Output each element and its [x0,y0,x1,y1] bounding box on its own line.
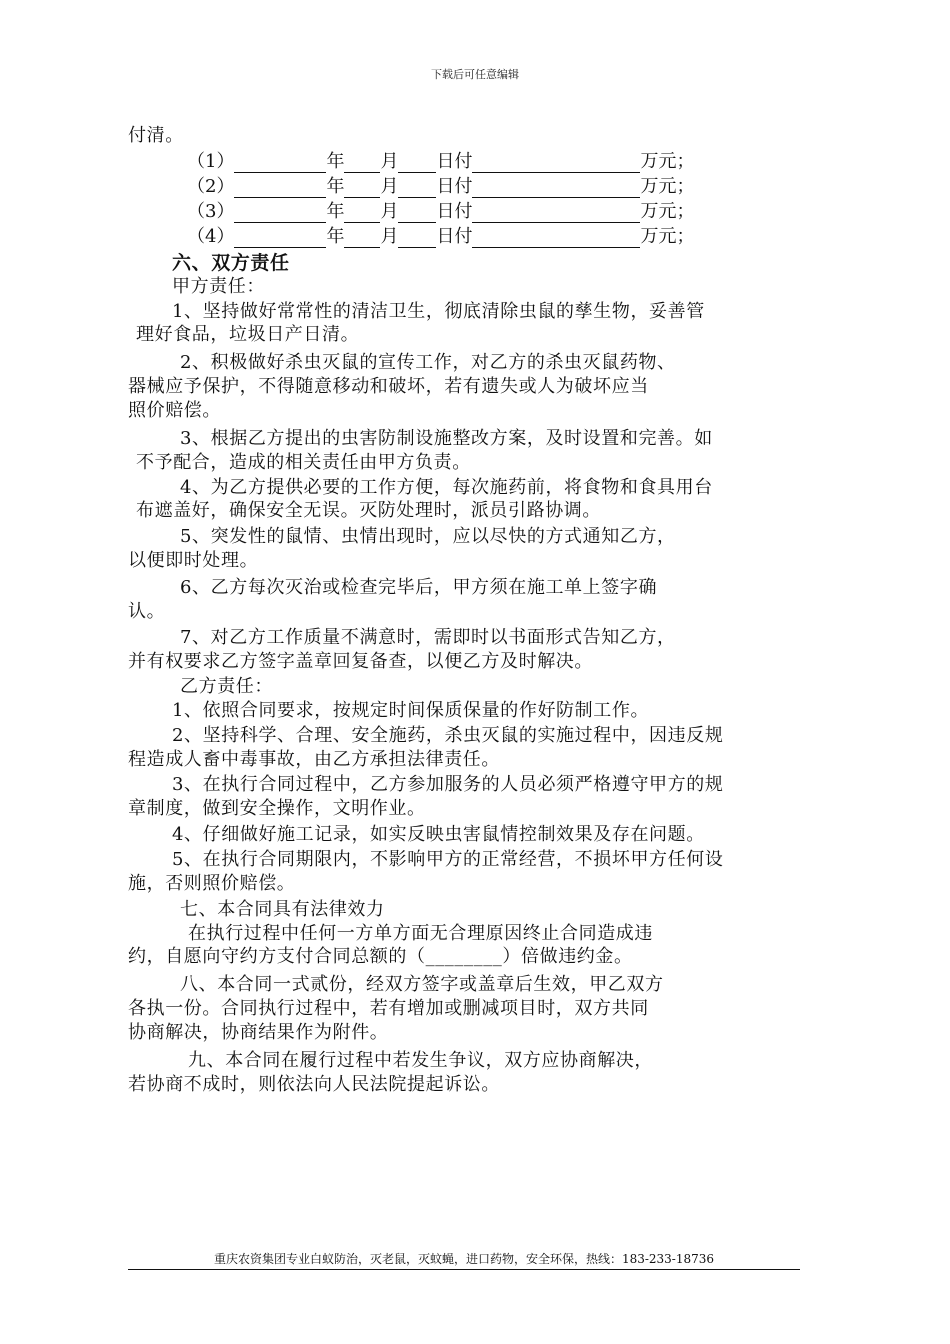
partyB-item-4: 4、仔细做好施工记录，如实反映虫害鼠情控制效果及存在问题。 [172,824,705,845]
partyA-item-3: 3、根据乙方提出的虫害防制设施整改方案，及时设置和完善。如 [180,428,713,449]
partyA-item-1: 1、坚持做好常常性的清洁卫生，彻底清除虫鼠的孳生物，妥善管 [172,301,705,322]
partyA-item-7: 7、对乙方工作质量不满意时，需即时以书面形式告知乙方， [180,627,676,648]
partyA-item-7-cont: 并有权要求乙方签字盖章回复备查，以便乙方及时解决。 [128,651,593,672]
payment-row-3: （3） 年 月 日付 万元； [187,201,695,222]
section6-title: 六、双方责任 [172,252,290,274]
partyA-item-4-cont: 布遮盖好，确保安全无误。灭防处理时，派员引路协调。 [136,500,601,521]
partyB-item-5: 5、在执行合同期限内，不影响甲方的正常经营，不损坏甲方任何设 [172,849,724,870]
partyB-title: 乙方责任： [180,676,273,697]
section8-line-2: 各执一份。合同执行过程中，若有增加或删减项目时，双方共同 [128,998,649,1019]
page-footer: 重庆农资集团专业白蚁防治，灭老鼠，灭蚊蝇，进口药物，安全环保，热线：183-233-18736 [128,1250,800,1270]
partyA-item-2-cont: 器械应予保护，不得随意移动和破坏，若有遗失或人为破坏应当 [128,376,649,397]
partyA-item-1-cont: 理好食品，垃圾日产日清。 [136,324,360,345]
section9-line-1: 九、本合同在履行过程中若发生争议，双方应协商解决， [188,1050,653,1071]
section7-line-1: 在执行过程中任何一方单方面无合理原因终止合同造成违 [188,923,653,944]
section7-title: 七、本合同具有法律效力 [180,899,385,920]
partyA-item-2-cont2: 照价赔偿。 [128,400,221,421]
partyB-item-1: 1、依照合同要求，按规定时间保质保量的作好防制工作。 [172,700,650,721]
payment-row-2: （2） 年 月 日付 万元； [187,176,695,197]
payment-row-1: （1） 年 月 日付 万元； [187,151,695,172]
partyA-item-6: 6、乙方每次灭治或检查完毕后，甲方须在施工单上签字确 [180,577,658,598]
partyA-item-5: 5、突发性的鼠情、虫情出现时，应以尽快的方式通知乙方， [180,526,676,547]
partyA-item-4: 4、为乙方提供必要的工作方便，每次施药前，将食物和食具用台 [180,477,713,498]
section8-line-1: 八、本合同一式贰份，经双方签字或盖章后生效，甲乙双方 [180,974,664,995]
partyB-item-2-cont: 程造成人畜中毒事故，由乙方承担法律责任。 [128,749,500,770]
partyA-title: 甲方责任： [172,276,265,297]
partyB-item-5-cont: 施，否则照价赔偿。 [128,873,296,894]
section8-line-3: 协商解决，协商结果作为附件。 [128,1022,389,1043]
section7-line-2: 约，自愿向守约方支付合同总额的（________）倍做违约金。 [128,946,633,967]
page-header: 下载后可任意编辑 [431,68,519,81]
partyB-item-2: 2、坚持科学、合理、安全施药，杀虫灭鼠的实施过程中，因违反规 [172,725,724,746]
section9-line-2: 若协商不成时，则依法向人民法院提起诉讼。 [128,1074,500,1095]
partyA-item-5-cont: 以便即时处理。 [128,550,259,571]
partyA-item-3-cont: 不予配合，造成的相关责任由甲方负责。 [136,452,471,473]
partyA-item-2: 2、积极做好杀虫灭鼠的宣传工作，对乙方的杀虫灭鼠药物、 [180,352,676,373]
partyB-item-3-cont: 章制度，做到安全操作，文明作业。 [128,798,426,819]
payment-row-4: （4） 年 月 日付 万元； [187,226,695,247]
partyB-item-3: 3、在执行合同过程中，乙方参加服务的人员必须严格遵守甲方的规 [172,774,724,795]
partyA-item-6-cont: 认。 [128,601,166,622]
intro-line: 付清。 [128,125,184,146]
